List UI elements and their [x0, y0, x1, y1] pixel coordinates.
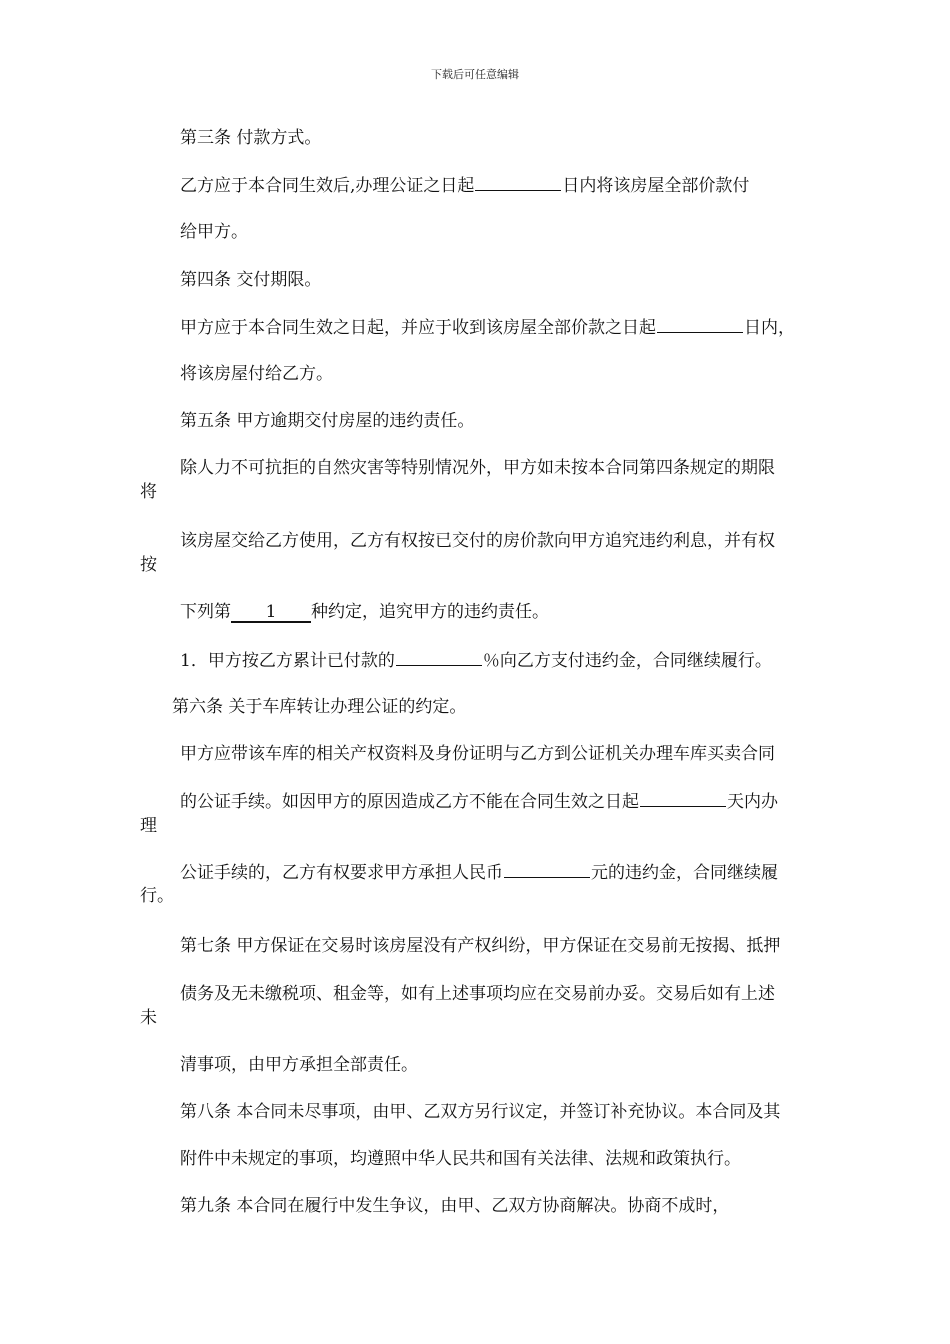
article-4-title: 第四条 交付期限。	[180, 270, 322, 290]
page-header-note: 下载后可任意编辑	[431, 68, 519, 81]
fill-in-blank	[504, 862, 590, 878]
article-7-line-2-wrap: 未	[140, 1008, 157, 1028]
article-6-line-1: 甲方应带该车库的相关产权资料及身份证明与乙方到公证机关办理车库买卖合同	[180, 744, 775, 764]
fill-in-blank	[475, 175, 561, 191]
text-segment: 元的违约金，合同继续履	[591, 863, 778, 883]
text-segment: 日内，	[744, 318, 795, 338]
fill-in-blank	[396, 650, 482, 666]
article-5-line-1: 除人力不可抗拒的自然灾害等特别情况外，甲方如未按本合同第四条规定的期限	[180, 458, 775, 478]
article-4-line-1	[180, 317, 795, 338]
text-segment: 种约定，追究甲方的违约责任。	[311, 602, 549, 622]
article-6-title: 第六条 关于车库转让办理公证的约定。	[172, 697, 467, 717]
fill-in-blank	[640, 791, 726, 807]
article-5-line-2: 该房屋交给乙方使用，乙方有权按已交付的房价款向甲方追究违约利息，并有权	[180, 531, 775, 551]
article-8-line-2: 附件中未规定的事项，均遵照中华人民共和国有关法律、法规和政策执行。	[180, 1149, 741, 1169]
article-4-line-2: 将该房屋付给乙方。	[180, 364, 333, 384]
article-3-line-2: 给甲方。	[180, 222, 248, 242]
fill-in-blank	[657, 317, 743, 333]
text-segment: 1．甲方按乙方累计已付款的	[180, 651, 395, 671]
article-6-line-3-wrap: 行。	[140, 886, 174, 906]
text-segment: 乙方应于本合同生效后,办理公证之日起	[180, 176, 475, 196]
text-segment: 甲方应于本合同生效之日起，并应于收到该房屋全部价款之日起	[180, 318, 656, 338]
article-6-line-2-wrap: 理	[140, 816, 157, 836]
article-5-line-1-wrap: 将	[140, 482, 157, 502]
article-5-item-1	[180, 650, 772, 671]
text-segment: 下列第	[180, 602, 231, 622]
article-3-line-1	[180, 175, 749, 196]
text-segment: ％向乙方支付违约金，合同继续履行。	[482, 651, 772, 671]
article-7-line-3: 清事项，由甲方承担全部责任。	[180, 1055, 418, 1075]
text-segment: 天内办	[727, 792, 778, 812]
article-9-line-1: 第九条 本合同在履行中发生争议，由甲、乙双方协商解决。协商不成时，	[180, 1196, 730, 1216]
text-segment: 公证手续的，乙方有权要求甲方承担人民币	[180, 863, 503, 883]
filled-blank-value: 1	[231, 604, 311, 623]
article-5-line-3	[180, 602, 549, 623]
article-5-title: 第五条 甲方逾期交付房屋的违约责任。	[180, 411, 475, 431]
article-3-title: 第三条 付款方式。	[180, 128, 322, 148]
article-8-line-1: 第八条 本合同未尽事项，由甲、乙双方另行议定，并签订补充协议。本合同及其	[180, 1102, 781, 1122]
article-6-line-3	[180, 862, 778, 883]
text-segment: 的公证手续。如因甲方的原因造成乙方不能在合同生效之日起	[180, 792, 639, 812]
article-5-line-2-wrap: 按	[140, 555, 157, 575]
article-6-line-2	[180, 791, 778, 812]
article-7-line-2: 债务及无未缴税项、租金等，如有上述事项均应在交易前办妥。交易后如有上述	[180, 984, 775, 1004]
text-segment: 日内将该房屋全部价款付	[562, 176, 750, 196]
article-7-line-1: 第七条 甲方保证在交易时该房屋没有产权纠纷，甲方保证在交易前无按揭、抵押	[180, 936, 781, 956]
